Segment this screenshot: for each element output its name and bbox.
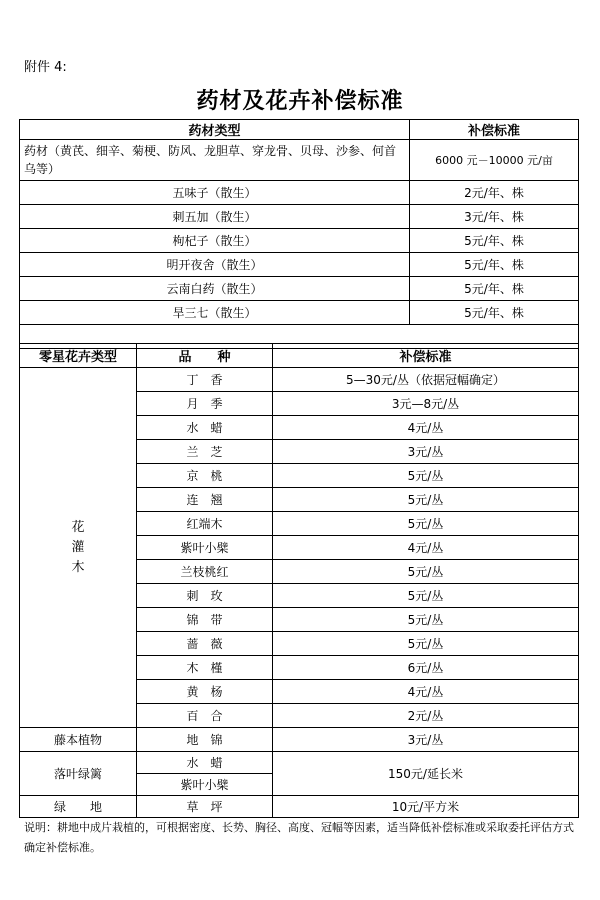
flower-name: 月 季	[137, 392, 273, 416]
flower-name: 丁 香	[137, 368, 273, 392]
footnote: 说明：耕地中成片栽植的，可根据密度、长势、胸径、高度、冠幅等因素，适当降低补偿标准或采取委托评估方式确定补偿标准。	[24, 821, 574, 854]
header-standard: 补偿标准	[410, 120, 579, 140]
flower-standard: 3元—8元/丛	[273, 392, 579, 416]
flower-standard: 3元/丛	[273, 440, 579, 464]
header-flower-standard: 补偿标准	[273, 344, 579, 368]
table-row	[20, 229, 579, 253]
flower-name: 水 蜡	[137, 416, 273, 440]
flower-name: 锦 带	[137, 608, 273, 632]
flower-table	[19, 343, 579, 818]
medicine-standard: 3元/年、株	[410, 205, 579, 229]
medicine-standard: 6000 元－10000 元/亩	[410, 140, 579, 181]
medicine-type: 枸杞子（散生）	[20, 229, 410, 253]
flower-standard: 5元/丛	[273, 560, 579, 584]
medicine-standard: 5元/年、株	[410, 229, 579, 253]
medicine-standard: 5元/年、株	[410, 301, 579, 325]
flower-name: 黄 杨	[137, 680, 273, 704]
table-row	[20, 205, 579, 229]
flower-standard: 4元/丛	[273, 416, 579, 440]
flower-standard: 5元/丛	[273, 464, 579, 488]
table-row	[20, 752, 579, 774]
shrub-category: 花 灌 木	[20, 368, 137, 728]
header-variety: 品 种	[137, 344, 273, 368]
flower-standard: 6元/丛	[273, 656, 579, 680]
medicine-standard: 5元/年、株	[410, 253, 579, 277]
flower-standard: 5—30元/丛（依据冠幅确定）	[273, 368, 579, 392]
flower-standard: 5元/丛	[273, 488, 579, 512]
hedge-category: 落叶绿篱	[20, 752, 137, 796]
table-row	[20, 277, 579, 301]
flower-name: 京 桃	[137, 464, 273, 488]
flower-standard: 5元/丛	[273, 512, 579, 536]
flower-name: 兰 芝	[137, 440, 273, 464]
attachment-label: 附件 4:	[24, 60, 67, 75]
table-row	[20, 728, 579, 752]
flower-standard: 3元/丛	[273, 728, 579, 752]
table-row	[20, 368, 579, 392]
flower-standard: 5元/丛	[273, 632, 579, 656]
flower-name: 百 合	[137, 704, 273, 728]
flower-name: 木 槿	[137, 656, 273, 680]
flower-name: 蔷 薇	[137, 632, 273, 656]
flower-standard: 5元/丛	[273, 584, 579, 608]
medicine-table	[19, 119, 579, 349]
flower-name: 草 坪	[137, 796, 273, 818]
table-row	[20, 181, 579, 205]
flower-name: 紫叶小檗	[137, 774, 273, 796]
medicine-type: 五味子（散生）	[20, 181, 410, 205]
flower-name: 红端木	[137, 512, 273, 536]
vine-category: 藤本植物	[20, 728, 137, 752]
flower-name: 刺 玫	[137, 584, 273, 608]
medicine-type: 云南白药（散生）	[20, 277, 410, 301]
flower-name: 兰枝桃红	[137, 560, 273, 584]
flower-standard: 4元/丛	[273, 536, 579, 560]
table-row	[20, 301, 579, 325]
medicine-type: 旱三七（散生）	[20, 301, 410, 325]
flower-standard: 5元/丛	[273, 608, 579, 632]
table-row	[20, 253, 579, 277]
flower-name: 紫叶小檗	[137, 536, 273, 560]
flower-name: 连 翘	[137, 488, 273, 512]
flower-standard: 2元/丛	[273, 704, 579, 728]
medicine-type: 刺五加（散生）	[20, 205, 410, 229]
table-row	[20, 140, 579, 181]
flower-name: 地 锦	[137, 728, 273, 752]
table-row	[20, 796, 579, 818]
page-title: 药材及花卉补偿标准	[196, 88, 404, 114]
flower-standard: 10元/平方米	[273, 796, 579, 818]
flower-name: 水 蜡	[137, 752, 273, 774]
medicine-type: 药材（黄芪、细辛、菊梗、防风、龙胆草、穿龙骨、贝母、沙参、何首乌等）	[20, 140, 410, 181]
medicine-standard: 5元/年、株	[410, 277, 579, 301]
flower-standard: 4元/丛	[273, 680, 579, 704]
medicine-type: 明开夜舍（散生）	[20, 253, 410, 277]
flower-standard: 150元/延长米	[273, 752, 579, 796]
header-medicine-type: 药材类型	[20, 120, 410, 140]
medicine-standard: 2元/年、株	[410, 181, 579, 205]
lawn-category: 绿 地	[20, 796, 137, 818]
header-flower-type: 零星花卉类型	[20, 344, 137, 368]
